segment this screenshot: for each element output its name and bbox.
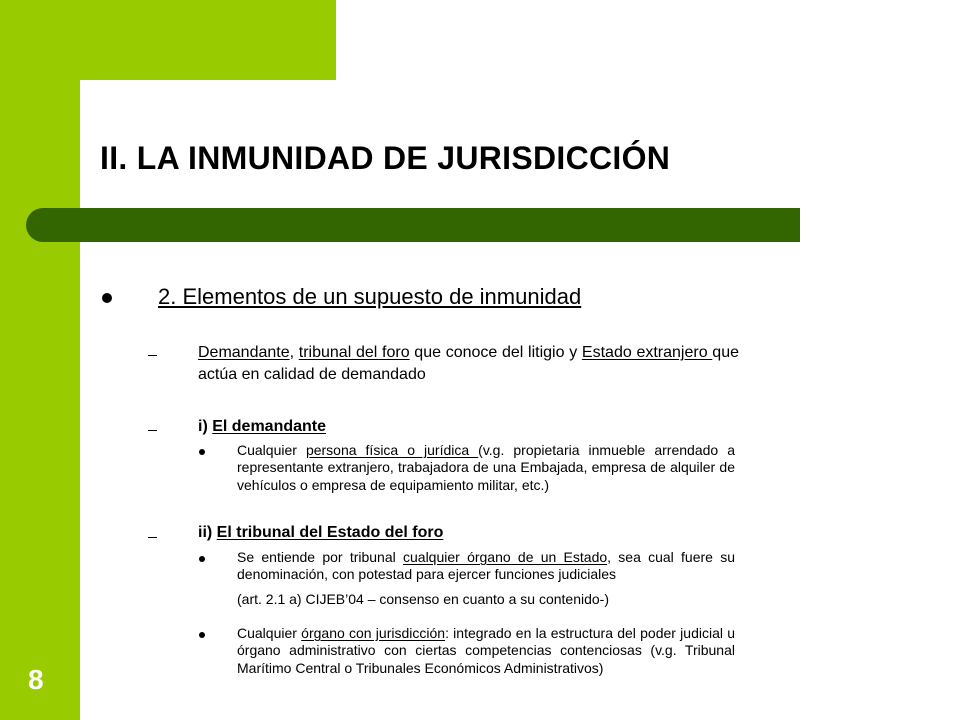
organo-jurisdiccion-line2: órgano administrativo con ciertas competencias contenciosas (v.g. Tribunal xyxy=(237,642,735,658)
dash-marker xyxy=(148,355,157,356)
bullet-dot xyxy=(199,556,205,562)
slide-title: II. LA INMUNIDAD DE JURISDICCIÓN xyxy=(100,140,671,176)
item-parties-line2: actúa en calidad de demandado xyxy=(198,366,426,383)
term-demandante: Demandante xyxy=(198,344,290,361)
tribunal-definition-line1: Se entiende por tribunal cualquier órgano de un Estado, sea cual fuere su xyxy=(237,549,735,565)
bullet-dot xyxy=(199,632,205,638)
green-top-band xyxy=(0,0,336,80)
dash-marker xyxy=(148,537,157,538)
green-side-band xyxy=(0,0,80,720)
subheading-tribunal: ii) El tribunal del Estado del foro xyxy=(198,524,444,541)
term-estado-extranjero: Estado extranjero xyxy=(581,344,713,361)
subheading-demandante: i) El demandante xyxy=(198,418,327,435)
item-parties-line1: Demandante, tribunal del foro que conoce del litigio y Estado extranjero que xyxy=(198,344,739,361)
dash-marker xyxy=(148,430,157,431)
title-underline-bar xyxy=(26,208,800,242)
demandante-detail-line3: vehículos o empresa de equipamiento militar, etc.) xyxy=(237,477,550,493)
section-heading: 2. Elementos de un supuesto de inmunidad xyxy=(158,284,582,309)
demandante-detail-line2: representante extranjero, trabajadora de una Embajada, empresa de alquiler de xyxy=(237,459,735,475)
organo-jurisdiccion-line1: Cualquier órgano con jurisdicción: integrado en la estructura del poder judicial u xyxy=(237,625,735,641)
bullet-dot xyxy=(199,449,205,455)
demandante-detail-line1: Cualquier persona física o jurídica (v.g. propietaria inmueble arrendado a xyxy=(237,442,735,458)
term-tribunal-del-foro: tribunal del foro xyxy=(298,344,410,361)
slide-number: 8 xyxy=(28,664,44,695)
organo-jurisdiccion-line3: Marítimo Central o Tribunales Económicos Administrativos) xyxy=(237,660,604,676)
bullet-dot xyxy=(102,293,112,303)
tribunal-definition-line2: denominación, con potestad para ejercer funciones judiciales xyxy=(237,566,617,582)
tribunal-definition-reference: (art. 2.1 a) CIJEB’04 – consenso en cuanto a su contenido-) xyxy=(237,591,609,607)
